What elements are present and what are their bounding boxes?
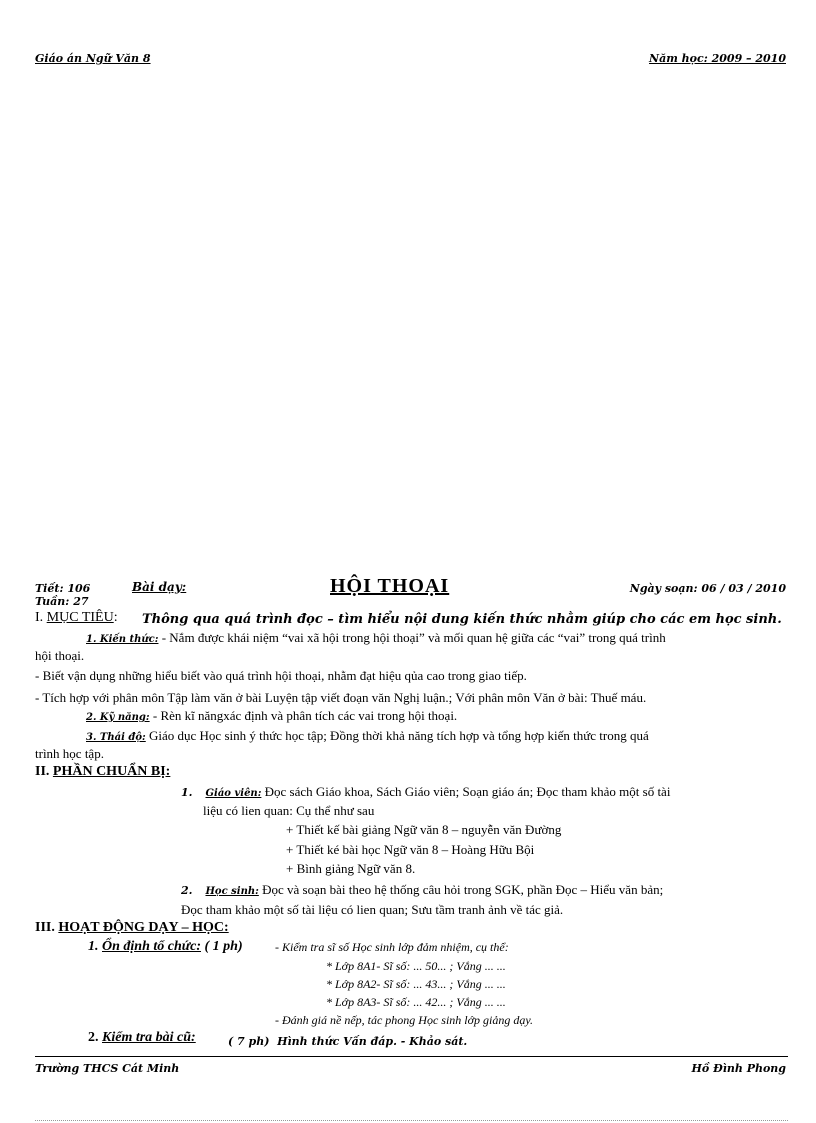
section2-heading: II. PHẦN CHUẨN BỊ: [35, 764, 171, 779]
ky-nang-line: 2. Kỹ năng: - Rèn kĩ năngxác định và phân tích các vai trong hội thoại. [86, 708, 458, 723]
bai-day-label: Bài dạy: [132, 580, 187, 594]
section3-heading: III. HOẠT ĐỘNG DẠY – HỌC: [35, 920, 229, 935]
footer-rule [35, 1056, 788, 1057]
header-left: Giáo án Ngữ Văn 8 [35, 52, 151, 65]
class-8a2: * Lớp 8A2- Sĩ số: ... 43... ; Vắng ... ... [326, 977, 506, 991]
gv-line2: liệu có lien quan: Cụ thể như sau [203, 803, 375, 818]
lesson-tiet: Tiết: 106 [35, 582, 91, 595]
ref-3: + Bình giảng Ngữ văn 8. [286, 861, 416, 876]
class-8a1: * Lớp 8A1- Sĩ số: ... 50... ; Vắng ... ... [326, 959, 506, 973]
item1-eval: - Đánh giá nề nếp, tác phong Học sinh lớp giảng dạy. [275, 1013, 534, 1027]
hs-line2: Đọc tham khảo một số tài liệu có lien quan; Sưu tầm tranh ảnh về tác giả. [181, 902, 564, 917]
ref-1: + Thiết kế bài giảng Ngữ văn 8 – nguyễn văn Đường [286, 822, 562, 837]
kien-thuc-line: 1. Kiến thức: - Nắm được khái niệm “vai xã hội trong hội thoại” và mối quan hệ giữa các “vai” trong quá trình [86, 630, 666, 645]
item2-text: ( 7 ph) Hình thức Vấn đáp. - Khảo sát. [228, 1035, 468, 1048]
bullet-2: - Tích hợp với phân môn Tập làm văn ở bài Luyện tập viết đoạn văn Nghị luận.; Với phân môn Văn ở bài: Thuế máu. [35, 690, 647, 705]
ref-2: + Thiết ké bài học Ngữ văn 8 – Hoàng Hữu Bội [286, 842, 535, 857]
ngay-soan: Ngày soạn: 06 / 03 / 2010 [629, 582, 786, 595]
kien-thuc-line2: hội thoại. [35, 648, 85, 663]
hs-line1: 2. Học sinh: Đọc và soạn bài theo hệ thống câu hỏi trong SGK, phần Đọc – Hiểu văn bản; [181, 882, 664, 897]
class-8a3: * Lớp 8A3- Sĩ số: ... 42... ; Vắng ... ... [326, 995, 506, 1009]
section1-heading: I. MỤC TIÊU: [35, 610, 118, 625]
gv-line1: 1. Giáo viên: Đọc sách Giáo khoa, Sách Giáo viên; Soạn giáo án; Đọc tham khảo một số tài [181, 784, 671, 799]
footer-right: Hồ Đình Phong [691, 1062, 786, 1075]
lesson-title: HỘI THOẠI [330, 575, 450, 597]
page-break-line [35, 1120, 788, 1121]
section1-intro: Thông qua quá trình đọc – tìm hiểu nội dung kiến thức nhằm giúp cho các em học sinh. [142, 612, 782, 627]
item2-heading: 2. Kiểm tra bài cũ: [88, 1030, 196, 1045]
footer-left: Trường THCS Cát Minh [35, 1062, 180, 1075]
item1-text: - Kiểm tra sĩ số Học sinh lớp đảm nhiệm, cụ thể: [275, 940, 509, 954]
item1-heading: 1. Ổn định tổ chức: ( 1 ph) [88, 939, 243, 954]
header-right: Năm học: 2009 – 2010 [649, 52, 786, 65]
lesson-tuan: Tuần: 27 [35, 595, 89, 608]
bullet-1: - Biết vận dụng những hiểu biết vào quá trình hội thoại, nhằm đạt hiệu qủa cao trong giao tiếp. [35, 668, 527, 683]
thai-do-line2: trình học tập. [35, 746, 104, 761]
thai-do-line: 3. Thái độ: Giáo dục Học sinh ý thức học tập; Đồng thời khả năng tích hợp và tổng hợp kiến thức trong quá [86, 728, 649, 743]
